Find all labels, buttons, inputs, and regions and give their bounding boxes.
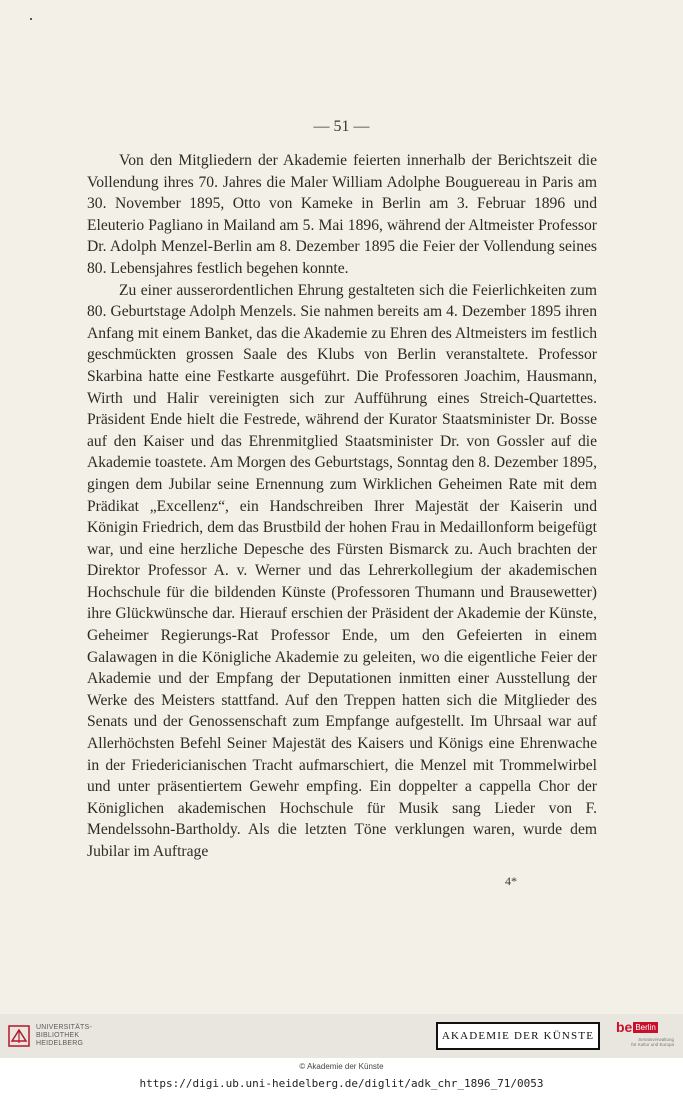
- paper-speck: [30, 18, 32, 20]
- paragraph-2: Zu einer ausserordentlichen Ehrung gestalteten sich die Feierlichkeiten zum 80. Geburtstage Adolph Menzels. Sie nahmen bereits am 4. Dezember 1895 ihren Anfang mit einem Banket, das die Akademie zu Ehren des Altmeisters im festlich geschmückten grossen Saale des Klubs von Berlin veranstaltete. Professor Skarbina hatte eine Festkarte ausgeführt. Die Professoren Joachim, Hausmann, Wirth und Halir vereinigten sich zur Aufführung eines Streich-Quartettes. Präsident Ende hielt die Festrede, während der Kurator Staatsminister Dr. Bosse auf den Kaiser und das Ehrenmitglied Staatsminister Dr. von Gossler auf die Akademie toastete. Am Morgen des Geburtstags, Sonntag den 8. Dezember 1895, gingen dem Jubilar seine Ernennung zum Wirklichen Geheimen Rate mit dem Prädikat „Excellenz“, ein Handschreiben Ihrer Majestät der Kaiserin und Königin Friedrich, dem das Brustbild der hohen Frau in Medaillonform beigefügt war, und eine herzliche Depesche des Fürsten Bismarck zu. Auch brachten der Direktor Professor A. v. Werner und das Lehrerkollegium der akademischen Hochschule für die bildenden Künste (Professoren Thumann und Brausewetter) ihre Glückwünsche dar. Hierauf erschien der Präsident der Akademie der Künste, Geheimer Regierungs-Rat Professor Ende, um den Gefeierten in einem Galawagen in die Königliche Akademie zu geleiten, wo die eigentliche Feier der Akademie und der Empfang der Deputationen inmitten einer Ausstellung der Werke des Meisters stattfand. Auf den Treppen hatten sich die Mitglieder des Senats und der Genossenschaft zum Empfange aufgestellt. Im Uhrsaal war auf Allerhöchsten Befehl Seiner Majestät des Kaisers und Königs eine Ehrenwache in der Friedericianischen Tracht aufmarschiert, die Menzel mit Trommelwirbel und unter präsentiertem Gewehr empfing. Ein doppelter a cappella Chor der Königlichen akademischen Hochschule für Musik sang Lieder von F. Mendelssohn-Bartholdy. Als die letzten Töne verklungen waren, wurde dem Jubilar im Auftrage: [87, 281, 597, 860]
- paragraph-1: Von den Mitgliedern der Akademie feierten innerhalb der Berichtszeit die Vollendung ihres 70. Jahres die Maler William Adolphe Bouguereau in Paris am 30. November 1895, Otto von Kameke in Berlin am 3. Februar 1896 und Eleuterio Pagliano in Mailand am 5. Mai 1896, während der Altmeister Professor Dr. Adolph Menzel-Berlin am 8. Dezember 1895 die Feier der Vollendung seines 80. Lebensjahres festlich begehen konnte.: [87, 152, 597, 277]
- akademie-der-kuenste-logo-link[interactable]: [436, 1022, 600, 1050]
- ub-heidelberg-name: UNIVERSITÄTS- BIBLIOTHEK HEIDELBERG: [36, 1024, 92, 1047]
- bem-logo-wordmark: [616, 1019, 674, 1035]
- senatsverwaltung-berlin-logo-link[interactable]: [616, 1019, 674, 1055]
- copyright-notice: © Akademie der Künste: [299, 1062, 384, 1071]
- bem-subtitle: Senatsverwaltung für Kultur und Europa: [631, 1037, 674, 1047]
- page-number: — 51 —: [313, 118, 370, 135]
- akademie-der-kuenste-label: AKADEMIE DER KÜNSTE: [441, 1030, 595, 1042]
- ub-heidelberg-logo-icon: [8, 1025, 30, 1047]
- bem-berlin-text: Berlin: [635, 1022, 656, 1032]
- ub-heidelberg-logo-link[interactable]: [8, 1024, 92, 1048]
- body-text: [87, 150, 597, 863]
- signature-mark: 4*: [505, 874, 517, 888]
- bem-be-text: be: [616, 1019, 633, 1035]
- permalink-url[interactable]: https://digi.ub.uni-heidelberg.de/diglit/adk_chr_1896_71/0053: [139, 1077, 544, 1090]
